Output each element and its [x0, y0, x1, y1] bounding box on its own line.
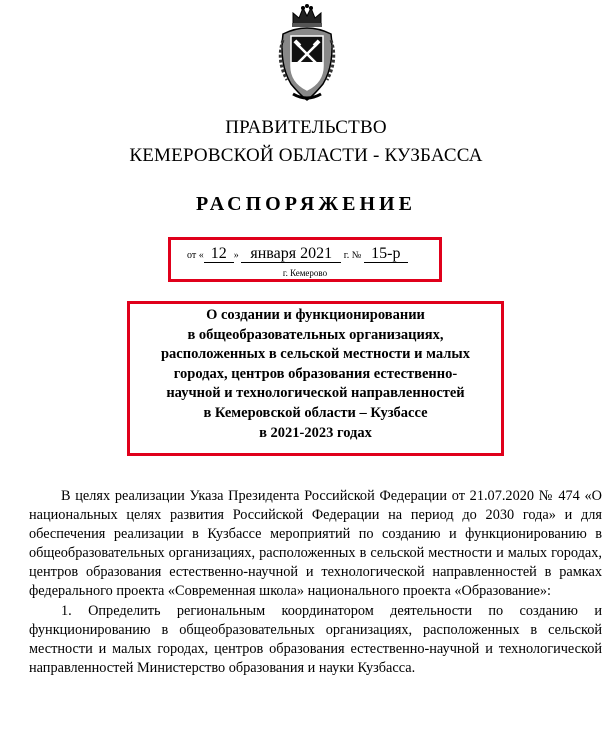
city-label: г. Кемерово: [282, 268, 328, 278]
date-number-highlight: [168, 237, 442, 282]
year-suffix: г.: [343, 250, 350, 261]
title-line: в 2021-2023 годах: [259, 424, 372, 441]
clause-1-paragraph: 1. Определить региональным координатором деятельности по созданию и функционированию в общеобразовательных организациях, расположенных в сельской местности и малых городах, центров образования естественно-научной и технологической направленностей Министерство образования и науки Кузбасса.: [29, 603, 602, 676]
day-close-quote: »: [233, 250, 239, 261]
government-name-line2: КЕМЕРОВСКОЙ ОБЛАСТИ - КУЗБАССА: [129, 145, 483, 166]
number-label: №: [351, 250, 362, 261]
government-name-line1: ПРАВИТЕЛЬСТВО: [225, 117, 387, 138]
document-body: [29, 487, 602, 678]
title-line: О создании и функционировании: [206, 307, 425, 323]
date-line: [187, 246, 408, 263]
document-type-title: РАСПОРЯЖЕНИЕ: [196, 193, 416, 215]
preamble-paragraph: В целях реализации Указа Президента Российской Федерации от 21.07.2020 № 474 «О национальных целях развития Российской Федерации на период до 2030 года» и для обеспечения реализации в Кузбассе мероприятий по созданию и функционированию в общеобразовательных организациях, расположенных в сельской местности и малых городах, центров образования естественно-научной и технологической направленностей в рамках федерального проекта «Современная школа» национального проекта «Образование»:: [29, 488, 602, 599]
date-month-year: января 2021: [241, 246, 341, 263]
title-line: городах, центров образования естественно-: [173, 365, 458, 382]
document-title: [130, 306, 501, 443]
from-label: от «: [187, 250, 204, 261]
document-number: 15-р: [364, 246, 408, 263]
title-line: научной и технологической направленностей: [166, 385, 465, 402]
date-day: 12: [204, 246, 234, 263]
coat-of-arms-icon: [271, 4, 343, 104]
title-line: в общеобразовательных организациях,: [187, 326, 444, 343]
document-title-highlight: [127, 301, 504, 456]
title-line: расположенных в сельской местности и малых: [160, 346, 471, 363]
title-line: в Кемеровской области – Кузбассе: [203, 404, 428, 421]
